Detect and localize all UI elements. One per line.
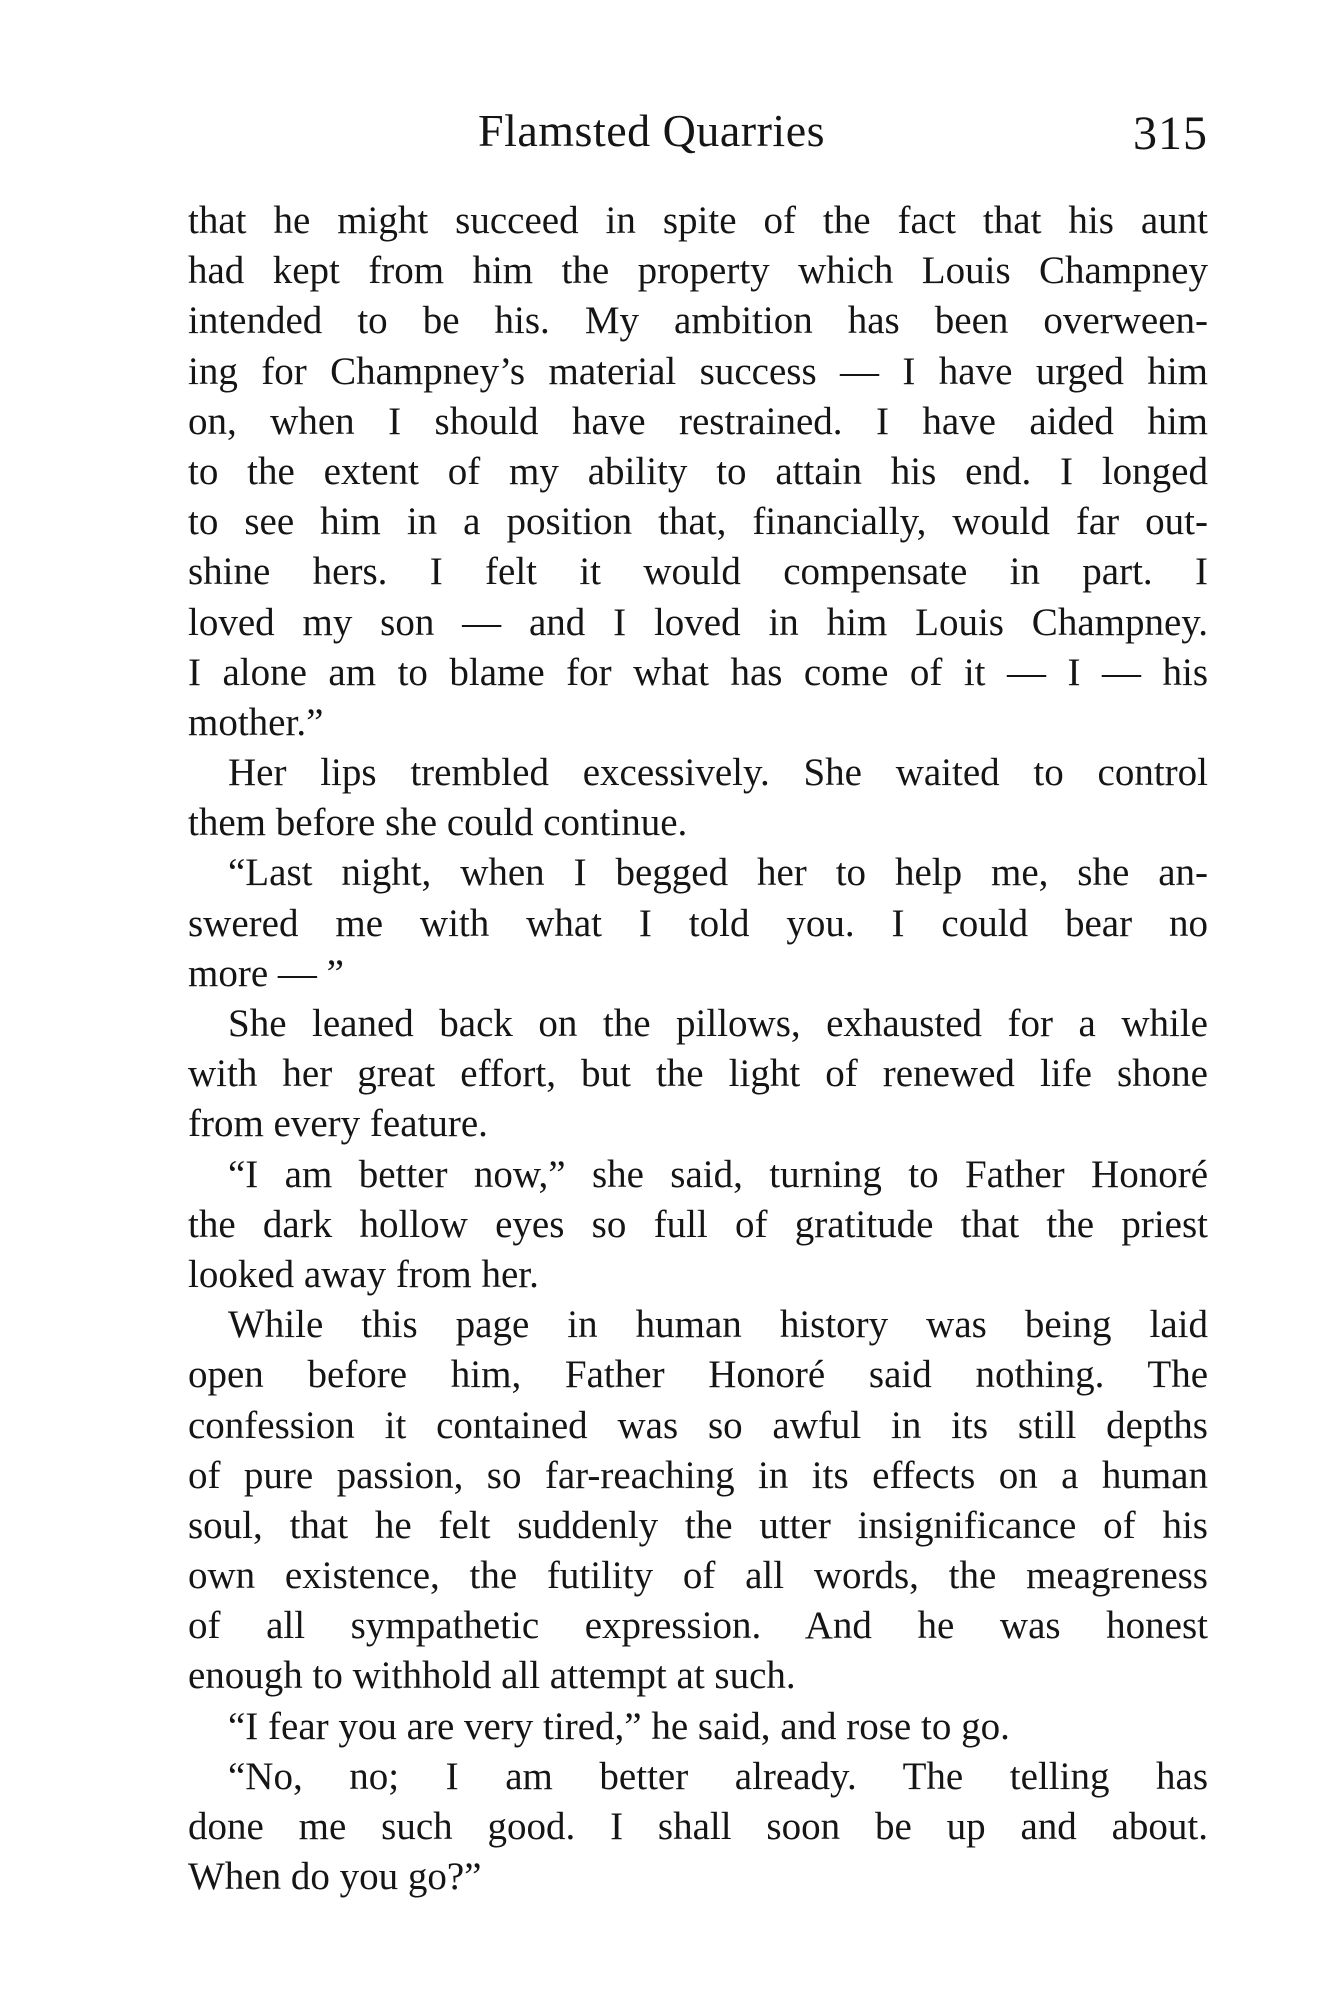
text-line: ing for Champney’s material success — I have urged him <box>188 349 1208 393</box>
text-line: of all sympathetic expression. And he was honest <box>188 1604 1208 1648</box>
text-line: to the extent of my ability to attain his end. I longed <box>188 449 1208 493</box>
text-line: “I am better now,” she said, turning to Father Honoré <box>228 1152 1208 1196</box>
text-line: I alone am to blame for what has come of it — I — his <box>188 650 1208 694</box>
paragraph <box>188 1752 1208 1903</box>
text-line: them before she could continue. <box>188 801 688 845</box>
text-line: that he might succeed in spite of the fact that his aunt <box>188 199 1208 242</box>
text-line: to see him in a position that, financially, would far out- <box>188 500 1208 544</box>
text-line: loved my son — and I loved in him Louis Champney. <box>188 600 1208 644</box>
text-line: intended to be his. My ambition has been overween- <box>188 299 1208 343</box>
text-line: She leaned back on the pillows, exhausted for a while <box>228 1002 1208 1045</box>
text-line: with her great effort, but the light of renewed life shone <box>188 1052 1208 1096</box>
text-line: on, when I should have restrained. I have aided him <box>188 399 1208 443</box>
paragraph <box>188 1150 1208 1301</box>
text-line: swered me with what I told you. I could bear no <box>188 901 1208 945</box>
text-line: looked away from her. <box>188 1252 539 1296</box>
paragraph <box>188 196 1208 748</box>
paragraph <box>188 1300 1208 1702</box>
text-line: of pure passion, so far-reaching in its effects on a human <box>188 1453 1208 1497</box>
text-line: soul, that he felt suddenly the utter insignificance of his <box>188 1503 1208 1547</box>
text-line: mother.” <box>188 700 324 744</box>
running-title: Flamsted Quarries <box>478 105 826 156</box>
running-head <box>188 104 1208 164</box>
text-line: done me such good. I shall soon be up and about. <box>188 1805 1208 1848</box>
paragraph <box>188 748 1208 848</box>
text-line: Her lips trembled excessively. She waited to control <box>228 751 1208 795</box>
paragraph <box>188 999 1208 1150</box>
text-line: own existence, the futility of all words, the meagreness <box>188 1554 1208 1598</box>
text-line: When do you go?” <box>188 1855 482 1899</box>
body-text <box>188 196 1208 1902</box>
text-line: shine hers. I felt it would compensate in part. I <box>188 550 1208 594</box>
text-line: the dark hollow eyes so full of gratitude that the priest <box>188 1202 1208 1246</box>
text-line: from every feature. <box>188 1102 488 1146</box>
text-line: more — ” <box>188 951 344 995</box>
text-line: “No, no; I am better already. The telling has <box>228 1754 1208 1798</box>
text-line: While this page in human history was being laid <box>228 1303 1208 1347</box>
text-line: “Last night, when I begged her to help me, she an- <box>228 851 1208 895</box>
text-line: “I fear you are very tired,” he said, and rose to go. <box>228 1704 1010 1748</box>
paragraph <box>188 1702 1208 1752</box>
text-line: open before him, Father Honoré said nothing. The <box>188 1353 1208 1397</box>
page-number: 315 <box>1133 107 1208 160</box>
text-line: confession it contained was so awful in its still depths <box>188 1403 1208 1447</box>
text-line: had kept from him the property which Louis Champney <box>188 249 1208 293</box>
text-line: enough to withhold all attempt at such. <box>188 1654 796 1698</box>
paragraph <box>188 848 1208 999</box>
